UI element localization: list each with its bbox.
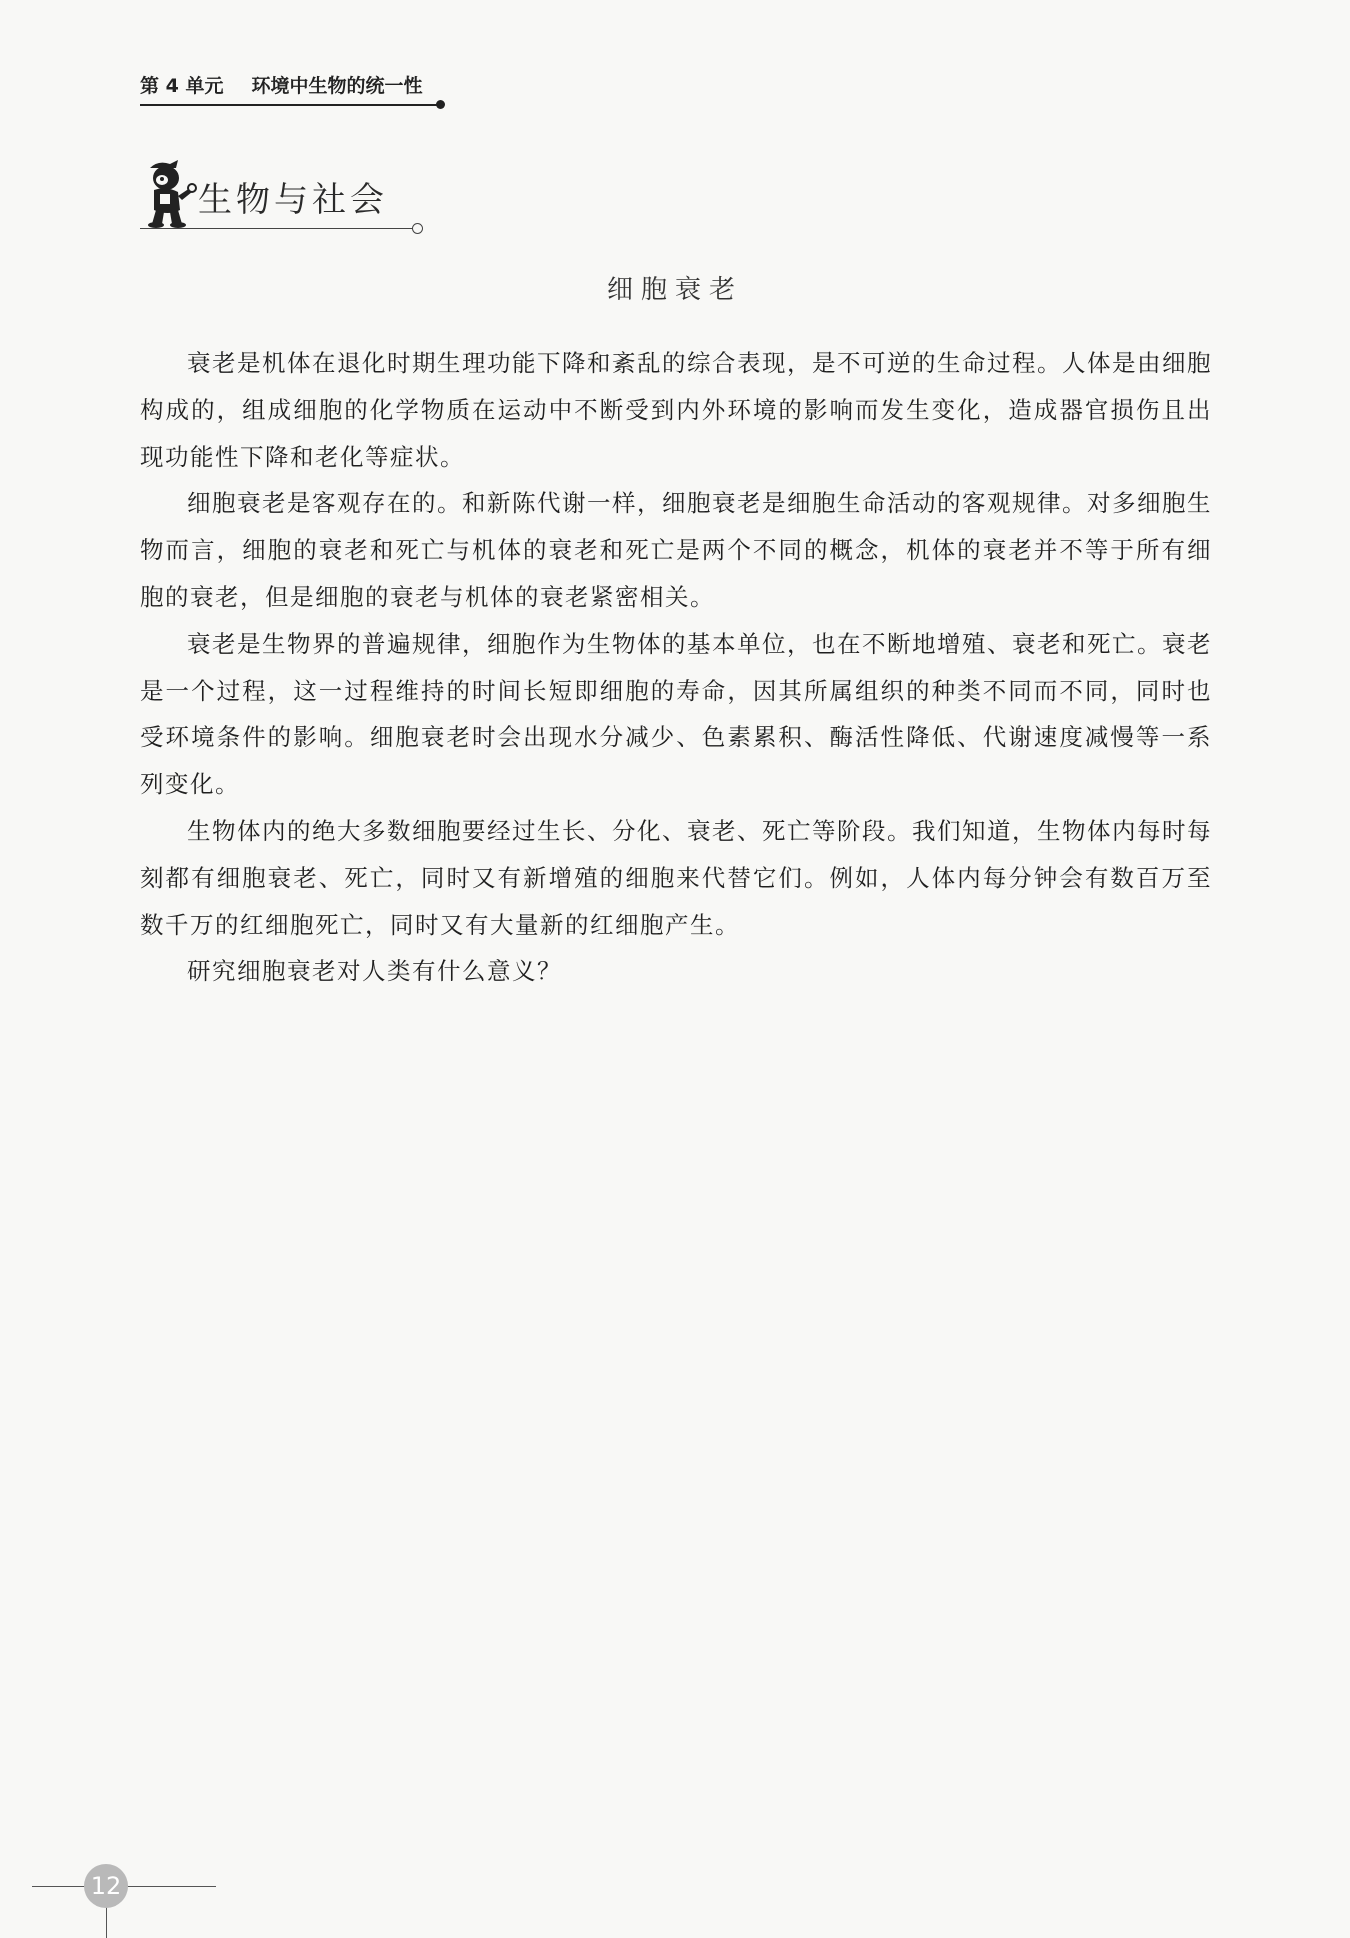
- cartoon-mascot-icon: [140, 158, 198, 230]
- paragraph: 细胞衰老是客观存在的。和新陈代谢一样，细胞衰老是细胞生命活动的客观规律。对多细胞生物而言，细胞的衰老和死亡与机体的衰老和死亡是两个不同的概念，机体的衰老并不等于所有细胞的衰老，但是细胞的衰老与机体的衰老紧密相关。: [140, 489, 1212, 611]
- section-banner: [140, 158, 430, 238]
- article-body: [140, 340, 1212, 995]
- unit-title: 环境中生物的统一性: [251, 75, 423, 97]
- paragraph: 衰老是机体在退化时期生理功能下降和紊乱的综合表现，是不可逆的生命过程。人体是由细胞构成的，组成细胞的化学物质在运动中不断受到内外环境的影响而发生变化，造成器官损伤且出现功能性下降和老化等症状。: [140, 349, 1212, 471]
- header-rule: [140, 104, 440, 106]
- banner-underline: [140, 228, 414, 229]
- running-header: [140, 72, 450, 100]
- section-banner-title: 生物与社会: [198, 180, 388, 220]
- article-title: 细胞衰老: [606, 275, 743, 305]
- page-number: 12: [84, 1864, 128, 1908]
- header-rule-dot: [436, 100, 445, 109]
- banner-end-circle: [412, 223, 423, 234]
- paragraph: 衰老是生物界的普遍规律，细胞作为生物体的基本单位，也在不断地增殖、衰老和死亡。衰老是一个过程，这一过程维持的时间长短即细胞的寿命，因其所属组织的种类不同而不同，同时也受环境条件的影响。细胞衰老时会出现水分减少、色素累积、酶活性降低、代谢速度减慢等一系列变化。: [140, 629, 1212, 799]
- unit-label: 第 4 单元: [140, 75, 224, 97]
- paragraph: 研究细胞衰老对人类有什么意义？: [187, 957, 562, 986]
- paragraph: 生物体内的绝大多数细胞要经过生长、分化、衰老、死亡等阶段。我们知道，生物体内每时每刻都有细胞衰老、死亡，同时又有新增殖的细胞来代替它们。例如，人体内每分钟会有数百万至数千万的红细胞死亡，同时又有大量新的红细胞产生。: [140, 816, 1212, 939]
